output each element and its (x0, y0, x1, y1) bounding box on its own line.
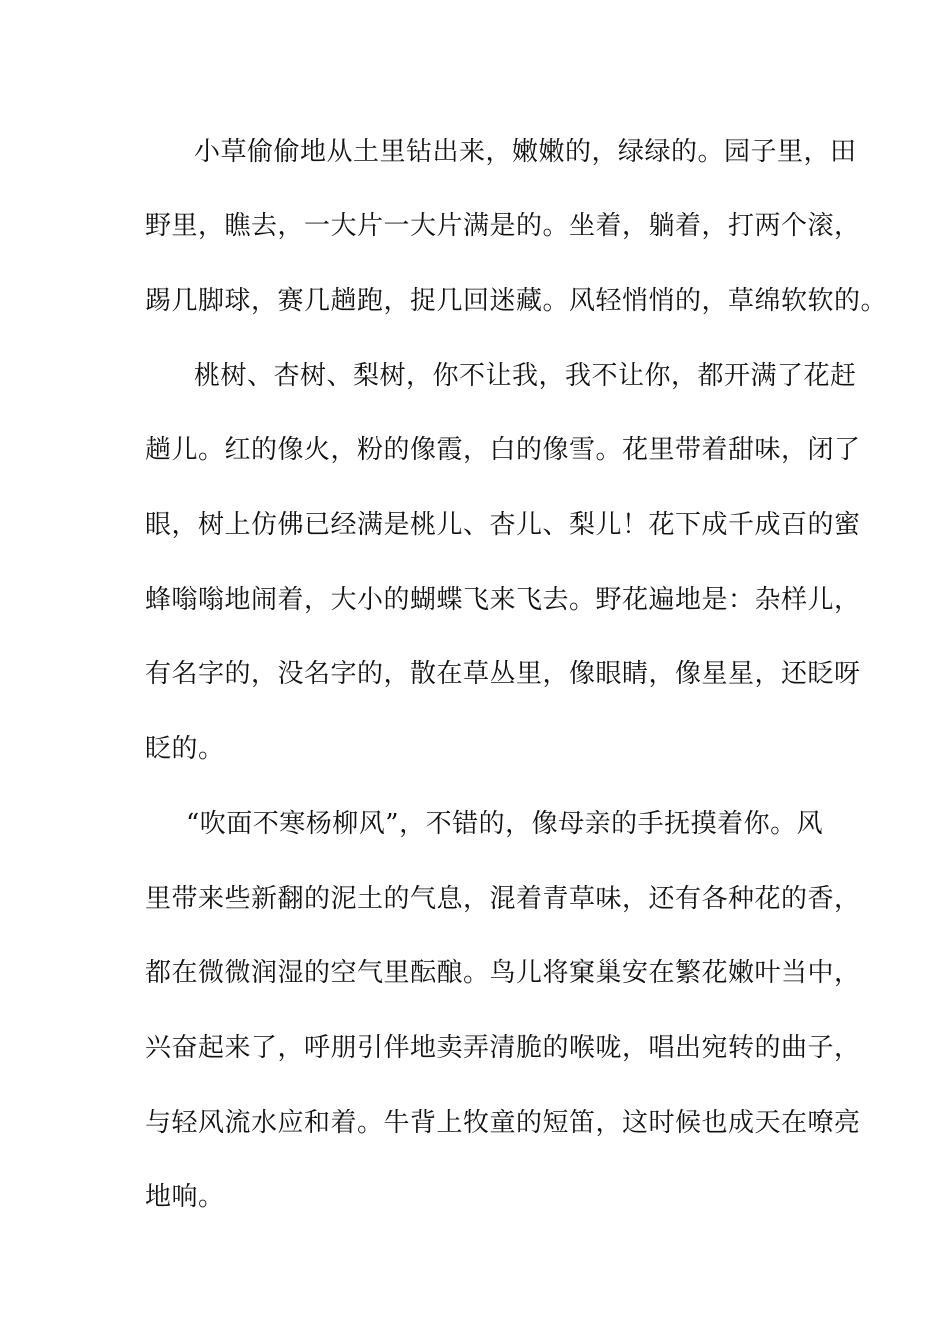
paragraph-3-line-6: 地响。 (145, 1182, 225, 1212)
paragraph-1-line-1: 小草偷偷地从土里钻出来，嫩嫩的，绿绿的。园子里，田 (194, 137, 857, 167)
paragraph-2-line-6: 眨的。 (145, 734, 225, 764)
paragraph-3-line-4: 兴奋起来了，呼朋引伴地卖弄清脆的喉咙，唱出宛转的曲子， (145, 1033, 861, 1063)
paragraph-3-line-5: 与轻风流水应和着。牛背上牧童的短笛，这时候也成天在嘹亮 (145, 1108, 861, 1138)
paragraph-2-line-2: 趟儿。红的像火，粉的像霞，白的像雪。花里带着甜味，闭了 (145, 435, 861, 465)
paragraph-1-line-2: 野里，瞧去，一大片一大片满是的。坐着，躺着，打两个滚， (145, 211, 861, 241)
paragraph-3-line-3: 都在微微润湿的空气里酝酿。鸟儿将窠巢安在繁花嫩叶当中， (145, 958, 861, 988)
paragraph-2-line-5: 有名字的，没名字的，散在草丛里，像眼睛，像星星，还眨呀 (145, 659, 861, 689)
paragraph-2-line-4: 蜂嗡嗡地闹着，大小的蝴蝶飞来飞去。野花遍地是：杂样儿， (145, 585, 861, 615)
paragraph-1-line-3: 踢几脚球，赛几趟跑，捉几回迷藏。风轻悄悄的，草绵软软的。 (145, 286, 888, 316)
paragraph-3-line-1: “吹面不寒杨柳风”，不错的，像母亲的手抚摸着你。风 (186, 809, 824, 839)
paragraph-3-line-2: 里带来些新翻的泥土的气息，混着青草味，还有各种花的香， (145, 884, 861, 914)
paragraph-2-line-1: 桃树、杏树、梨树，你不让我，我不让你，都开满了花赶 (194, 361, 857, 391)
paragraph-2-line-3: 眼，树上仿佛已经满是桃儿、杏儿、梨儿！花下成千成百的蜜 (145, 510, 861, 540)
